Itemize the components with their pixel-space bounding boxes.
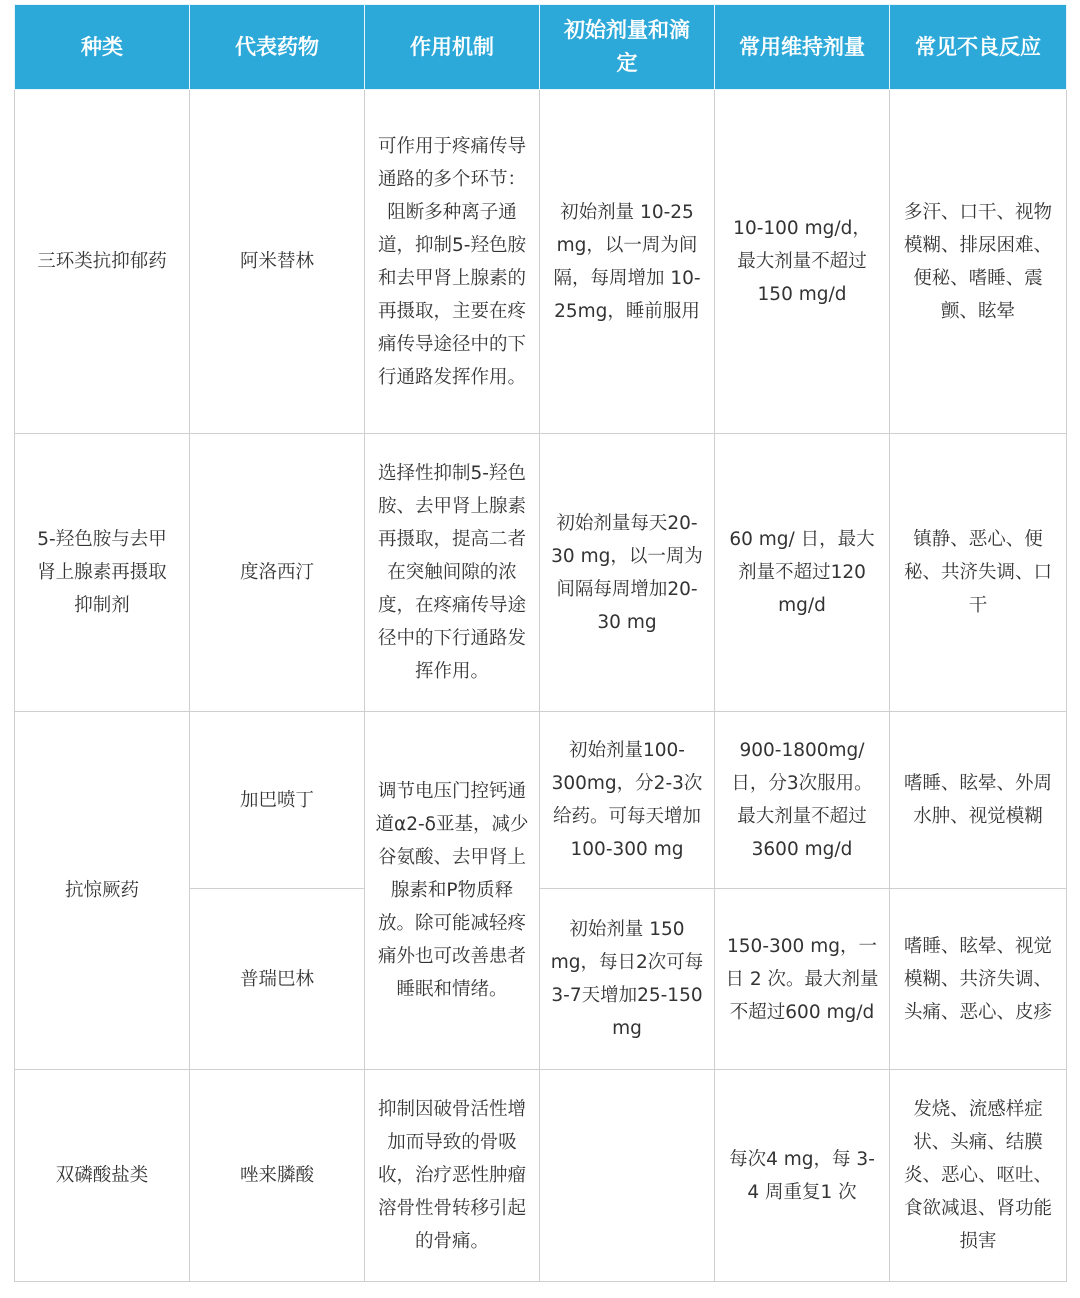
cell-category: 抗惊厥药 <box>15 712 190 1070</box>
table-header <box>15 5 1067 90</box>
cell-maintenance-dose: 60 mg/ 日，最大剂量不超过120 mg/d <box>715 434 890 712</box>
cell-mechanism: 抑制因破骨活性增加而导致的骨吸收，治疗恶性肿瘤溶骨性骨转移引起的骨痛。 <box>365 1070 540 1282</box>
header-category: 种类 <box>15 5 190 90</box>
table-row <box>15 90 1067 434</box>
table-row <box>15 712 1067 889</box>
header-initial-dose: 初始剂量和滴定 <box>540 5 715 90</box>
cell-drug: 度洛西汀 <box>190 434 365 712</box>
cell-drug: 加巴喷丁 <box>190 712 365 889</box>
cell-maintenance-dose: 150-300 mg，一日 2 次。最大剂量不超过600 mg/d <box>715 889 890 1070</box>
cell-mechanism: 可作用于疼痛传导通路的多个环节：阻断多种离子通道，抑制5-羟色胺和去甲肾上腺素的再摄取，主要在疼痛传导途径中的下行通路发挥作用。 <box>365 90 540 434</box>
table-row <box>15 434 1067 712</box>
cell-maintenance-dose: 10-100 mg/d，最大剂量不超过 150 mg/d <box>715 90 890 434</box>
header-mechanism: 作用机制 <box>365 5 540 90</box>
header-adverse-effects: 常见不良反应 <box>890 5 1067 90</box>
cell-drug: 阿米替林 <box>190 90 365 434</box>
cell-category: 三环类抗抑郁药 <box>15 90 190 434</box>
cell-adverse-effects: 多汗、口干、视物模糊、排尿困难、便秘、嗜睡、震颤、眩晕 <box>890 90 1067 434</box>
cell-initial-dose: 初始剂量 150 mg，每日2次可每3-7天增加25-150 mg <box>540 889 715 1070</box>
cell-adverse-effects: 嗜睡、眩晕、视觉模糊、共济失调、头痛、恶心、皮疹 <box>890 889 1067 1070</box>
cell-adverse-effects: 发烧、流感样症状、头痛、结膜炎、恶心、呕吐、食欲减退、肾功能损害 <box>890 1070 1067 1282</box>
cell-mechanism: 选择性抑制5-羟色胺、去甲肾上腺素再摄取，提高二者在突触间隙的浓度，在疼痛传导途径中的下行通路发挥作用。 <box>365 434 540 712</box>
cell-maintenance-dose: 每次4 mg，每 3-4 周重复1 次 <box>715 1070 890 1282</box>
header-maintenance-dose: 常用维持剂量 <box>715 5 890 90</box>
header-row <box>15 5 1067 90</box>
table-row <box>15 1070 1067 1282</box>
cell-adverse-effects: 嗜睡、眩晕、外周水肿、视觉模糊 <box>890 712 1067 889</box>
table-body <box>15 90 1067 1282</box>
cell-initial-dose: 初始剂量100-300mg，分2-3次给药。可每天增加100-300 mg <box>540 712 715 889</box>
cell-category: 5-羟色胺与去甲肾上腺素再摄取抑制剂 <box>15 434 190 712</box>
cell-mechanism: 调节电压门控钙通道α2-δ亚基，减少谷氨酸、去甲肾上腺素和P物质释放。除可能减轻疼痛外也可改善患者睡眠和情绪。 <box>365 712 540 1070</box>
cell-maintenance-dose: 900-1800mg/日，分3次服用。最大剂量不超过3600 mg/d <box>715 712 890 889</box>
header-drug: 代表药物 <box>190 5 365 90</box>
cell-category: 双磷酸盐类 <box>15 1070 190 1282</box>
cell-drug: 唑来膦酸 <box>190 1070 365 1282</box>
cell-initial-dose: 初始剂量每天20-30 mg，以一周为间隔每周增加20-30 mg <box>540 434 715 712</box>
cell-adverse-effects: 镇静、恶心、便秘、共济失调、口干 <box>890 434 1067 712</box>
cell-initial-dose: 初始剂量 10-25 mg，以一周为间隔，每周增加 10-25mg，睡前服用 <box>540 90 715 434</box>
cell-initial-dose <box>540 1070 715 1282</box>
cell-drug: 普瑞巴林 <box>190 889 365 1070</box>
drug-table <box>14 4 1067 1282</box>
